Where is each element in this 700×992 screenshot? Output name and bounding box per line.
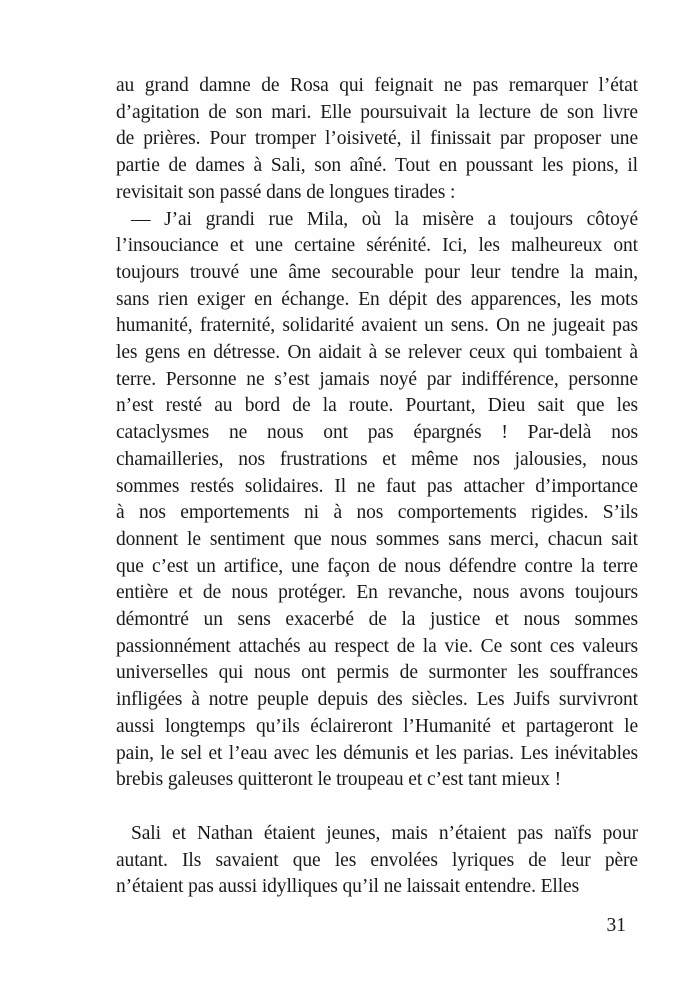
text-line: d’agitation de son mari. Elle poursuivait la lecture de son livre bbox=[116, 101, 638, 123]
text-line: à nos emportements ni à nos comportements rigides. S’ils bbox=[116, 502, 638, 524]
text-line: entière et de nous protéger. En revanche, nous avons toujours bbox=[116, 582, 638, 604]
text-line: l’insouciance et une certaine sérénité. Ici, les malheureux ont bbox=[116, 235, 638, 257]
text-block bbox=[116, 73, 638, 901]
text-line: terre. Personne ne s’est jamais noyé par indifférence, personne bbox=[116, 368, 638, 390]
text-line: de prières. Pour tromper l’oisiveté, il finissait par proposer une bbox=[116, 128, 638, 150]
text-line: n’est resté au bord de la route. Pourtant, Dieu sait que les bbox=[116, 395, 638, 417]
text-line: humanité, fraternité, solidarité avaient un sens. On ne jugeait pas bbox=[116, 315, 638, 337]
paragraph bbox=[116, 73, 638, 207]
text-line: cataclysmes ne nous ont pas épargnés ! Par-delà nos bbox=[116, 422, 638, 444]
text-line: revisitait son passé dans de longues tirades : bbox=[116, 181, 456, 203]
text-line: universelles qui nous ont permis de surmonter les souffrances bbox=[116, 662, 638, 684]
text-line: sans rien exiger en échange. En dépit des apparences, les mots bbox=[116, 288, 638, 310]
text-line: sommes restés solidaires. Il ne faut pas attacher d’importance bbox=[116, 475, 638, 497]
page-number: 31 bbox=[606, 915, 626, 936]
paragraph bbox=[116, 821, 638, 901]
text-line: les gens en détresse. On aidait à se relever ceux qui tombaient à bbox=[116, 342, 638, 364]
text-line: donnent le sentiment que nous sommes sans merci, chacun sait bbox=[116, 528, 638, 550]
text-line: que c’est un artifice, une façon de nous défendre contre la terre bbox=[116, 555, 638, 577]
text-line: pain, le sel et l’eau avec les démunis et les parias. Les inévitables bbox=[116, 742, 638, 764]
text-line: partie de dames à Sali, son aîné. Tout en poussant les pions, il bbox=[116, 155, 638, 177]
text-line: autant. Ils savaient que les envolées lyriques de leur père bbox=[116, 849, 638, 871]
text-line: au grand damne de Rosa qui feignait ne pas remarquer l’état bbox=[116, 75, 638, 96]
text-line: n’étaient pas aussi idylliques qu’il ne laissait entendre. Elles bbox=[116, 876, 580, 898]
text-line: toujours trouvé une âme secourable pour leur tendre la main, bbox=[116, 261, 638, 283]
text-line: brebis galeuses quitteront le troupeau et c’est tant mieux ! bbox=[116, 769, 562, 791]
text-line: infligées à notre peuple depuis des siècles. Les Juifs survivront bbox=[116, 689, 638, 711]
text-line: passionnément attachés au respect de la vie. Ce sont ces valeurs bbox=[116, 635, 638, 657]
text-line: chamailleries, nos frustrations et même nos jalousies, nous bbox=[116, 448, 638, 470]
text-line: démontré un sens exacerbé de la justice et nous sommes bbox=[116, 609, 638, 631]
text-line: aussi longtemps qu’ils éclaireront l’Humanité et partageront le bbox=[116, 715, 638, 737]
text-line: Sali et Nathan étaient jeunes, mais n’étaient pas naïfs pour bbox=[131, 822, 638, 844]
paragraph bbox=[116, 207, 638, 794]
text-line: — J’ai grandi rue Mila, où la misère a toujours côtoyé bbox=[131, 208, 638, 230]
